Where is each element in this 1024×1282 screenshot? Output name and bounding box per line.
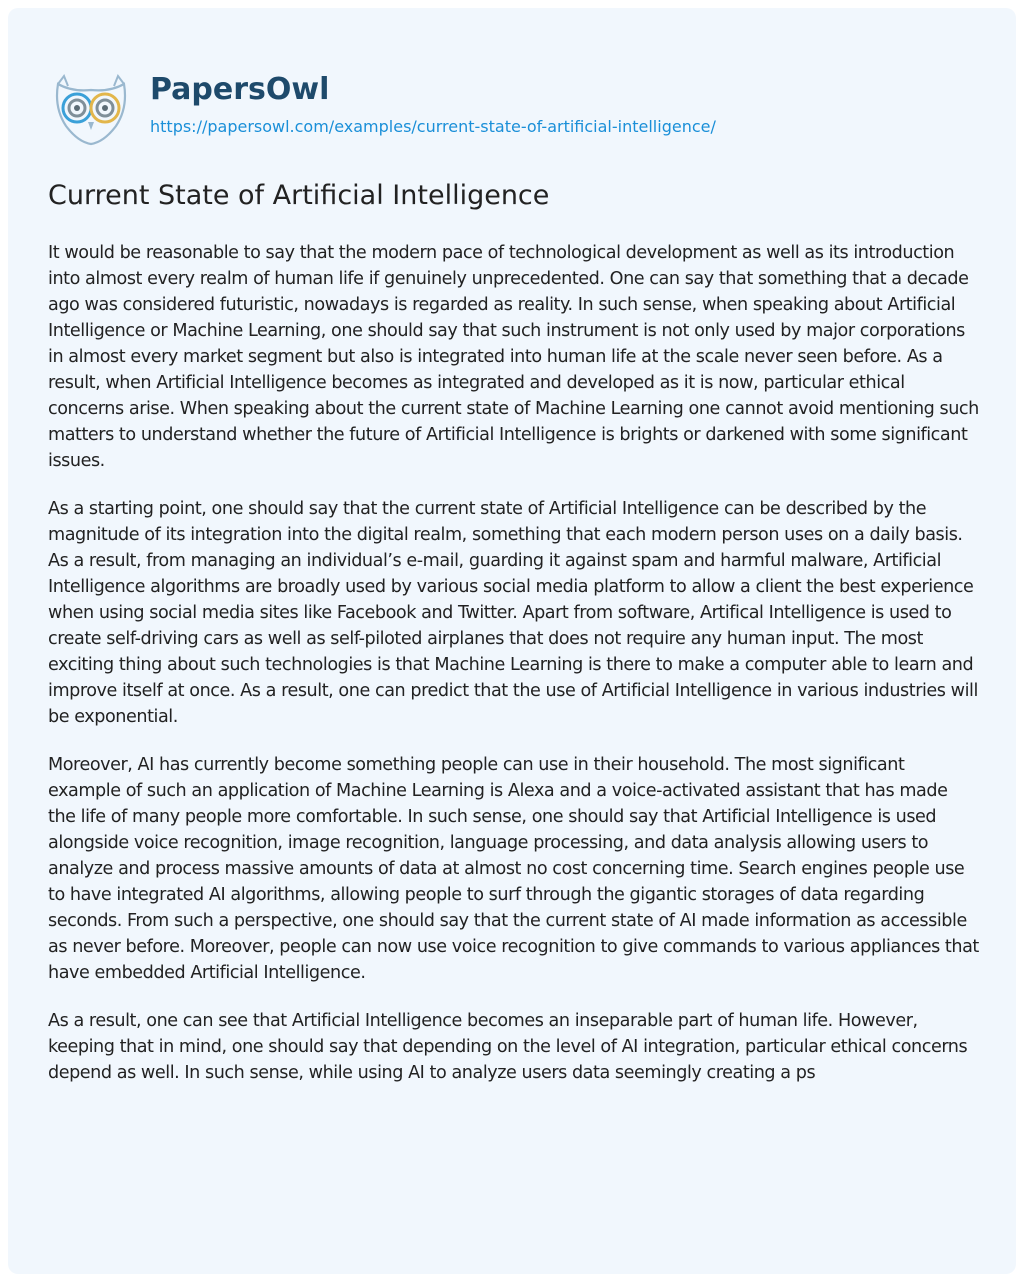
document-body	[48, 240, 980, 1108]
brand-header	[50, 70, 716, 146]
paragraph-3: Moreover, AI has currently become something people can use in their household. The most significant example of such an application of Machine Learning is Alexa and a voice-activated assistant that has made the life of many people more comfortable. In such sense, one should say that Artificial Intelligence is used alongside voice recognition, image recognition, language processing, and data analysis allowing users to analyze and process massive amounts of data at almost no cost concerning time. Search engines people use to have integrated AI algorithms, allowing people to surf through the gigantic storages of data regarding seconds. From such a perspective, one should say that the current state of AI made information as accessible as never before. Moreover, people can now use voice recognition to give commands to various appliances that have embedded Artificial Intelligence.	[48, 755, 979, 983]
brand-text	[150, 70, 716, 140]
brand-name: PapersOwl	[150, 72, 330, 107]
document-card	[8, 8, 1016, 1274]
source-link[interactable]: https://papersowl.com/examples/current-state-of-artificial-intelligence/	[150, 117, 716, 136]
paragraph-2: As a starting point, one should say that the current state of Artificial Intelligence can be described by the magnitude of its integration into the digital realm, something that each modern person uses on a daily basis. As a result, from managing an individual’s e-mail, guarding it against spam and harmful malware, Artificial Intelligence algorithms are broadly used by various social media platform to allow a client the best experience when using social media sites like Facebook and Twitter. Apart from software, Artifical Intelligence is used to create self-driving cars as well as self-piloted airplanes that does not require any human input. The most exciting thing about such technologies is that Machine Learning is there to make a computer able to learn and improve itself at once. As a result, one can predict that the use of Artificial Intelligence in various industries will be exponential.	[48, 499, 978, 727]
owl-logo-icon	[50, 70, 132, 146]
paragraph-1: It would be reasonable to say that the modern pace of technological development as well as its introduction into almost every realm of human life if genuinely unprecedented. One can say that something that a decade ago was considered futuristic, nowadays is regarded as reality. In such sense, when speaking about Artificial Intelligence or Machine Learning, one should say that such instrument is not only used by major corporations in almost every market segment but also is integrated into human life at the scale never seen before. As a result, when Artificial Intelligence becomes as integrated and developed as it is now, particular ethical concerns arise. When speaking about the current state of Machine Learning one cannot avoid mentioning such matters to understand whether the future of Artificial Intelligence is brights or darkened with some significant issues.	[48, 243, 979, 471]
paragraph-4: As a result, one can see that Artificial Intelligence becomes an inseparable part of human life. However, keeping that in mind, one should say that depending on the level of AI integration, particular ethical concerns depend as well. In such sense, while using AI to analyze users data seemingly creating a ps	[48, 1011, 968, 1083]
document-title: Current State of Artificial Intelligence	[48, 180, 550, 211]
